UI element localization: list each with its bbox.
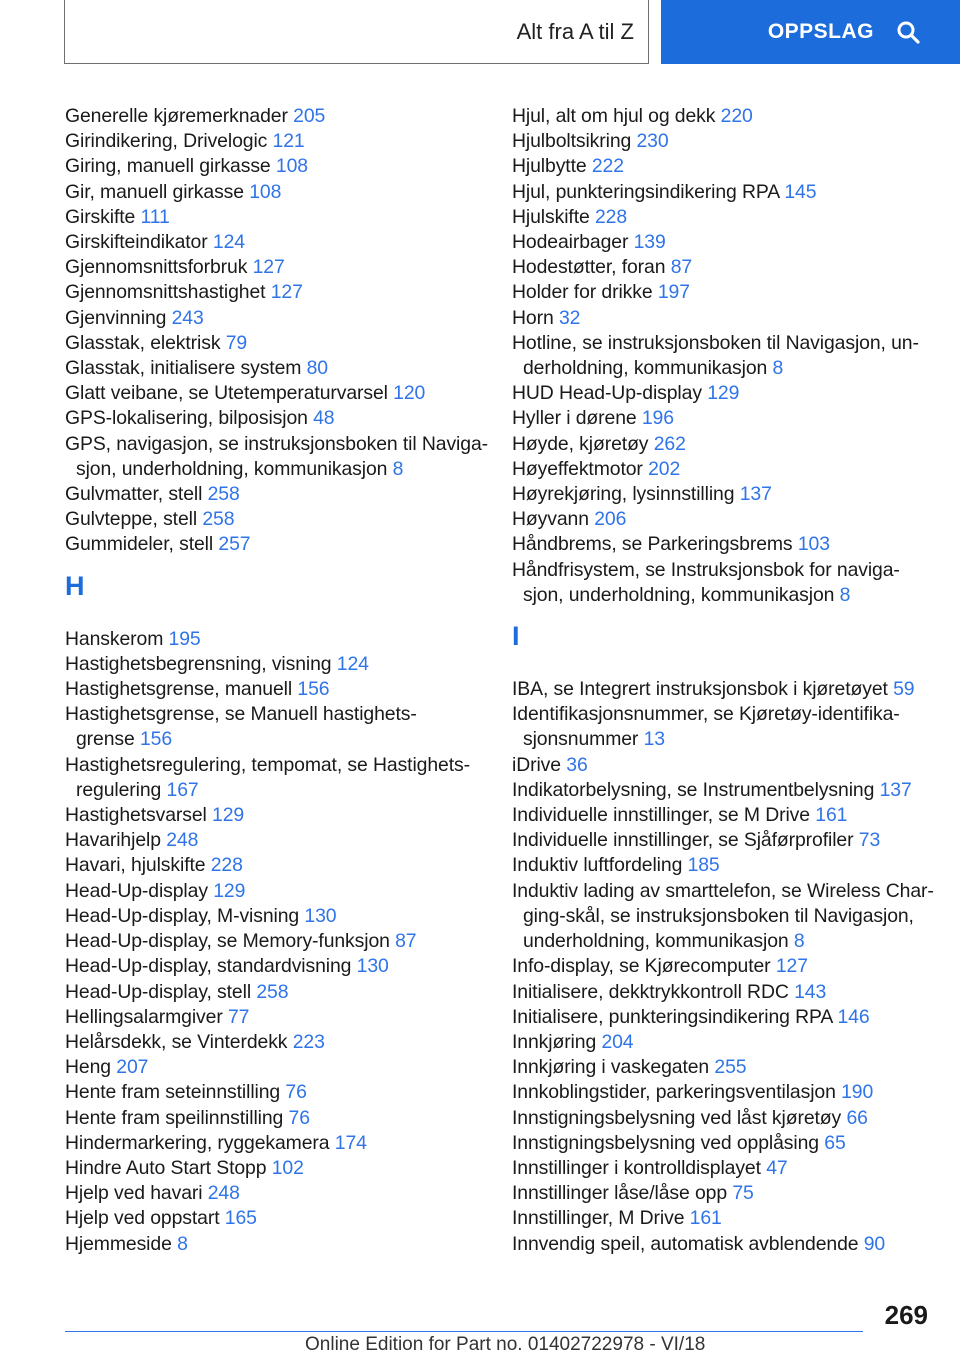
index-entry-text: Initialisere, dekktrykkontroll RDC: [512, 980, 789, 1003]
index-entry: [65, 828, 485, 853]
index-entry-text: Høyeffektmotor: [512, 457, 643, 480]
index-entry: [512, 1106, 932, 1131]
index-entry: [512, 558, 932, 608]
index-entry: [65, 255, 485, 280]
index-page-link[interactable]: 137: [879, 778, 912, 801]
index-entry: [512, 879, 932, 955]
index-entry-text: Giring, manuell girkasse: [65, 155, 271, 178]
index-entry: [512, 331, 932, 381]
index-entry: [512, 532, 932, 557]
index-entry-text: Info-display, se Kjørecomputer: [512, 955, 771, 978]
index-entry-text: sjon, underholdning, kommunikasjon: [523, 583, 835, 606]
index-entry: [65, 1106, 485, 1131]
index-entry-text: Hindre Auto Start Stopp: [65, 1156, 267, 1179]
index-page-link[interactable]: 73: [858, 829, 881, 852]
index-entry: [65, 205, 485, 230]
index-entry-text: Hjulboltsikring: [512, 130, 632, 153]
index-entry: [65, 879, 485, 904]
index-page-link[interactable]: 65: [824, 1131, 846, 1154]
index-entry: [512, 1005, 932, 1030]
edition-footer: Online Edition for Part no. 01402722978 - VI/18: [305, 1334, 706, 1355]
index-entry: [65, 507, 485, 532]
index-page-link[interactable]: 228: [210, 854, 243, 877]
index-page-link[interactable]: 59: [893, 678, 915, 701]
index-page-link[interactable]: 165: [224, 1207, 257, 1230]
index-page-link[interactable]: 108: [275, 155, 308, 178]
index-entry-text: sjon, underholdning, kommunikasjon: [76, 457, 388, 480]
index-entry-text: Girskifte: [65, 205, 136, 228]
index-entry: [512, 432, 932, 457]
index-page-link[interactable]: 243: [171, 306, 204, 329]
index-page-link[interactable]: 248: [207, 1182, 240, 1205]
index-entry: [512, 1156, 932, 1181]
index-entry: [65, 702, 485, 752]
index-entry: [65, 356, 485, 381]
index-entry: [65, 230, 485, 255]
index-entry-text: Innstigningsbelysning ved opplåsing: [512, 1131, 819, 1154]
index-entry: [512, 180, 932, 205]
index-page-link[interactable]: 90: [863, 1232, 886, 1255]
index-entry: [65, 1131, 485, 1156]
index-entry: [65, 180, 485, 205]
index-entry: [65, 280, 485, 305]
index-entry: [65, 331, 485, 356]
index-entry: [512, 828, 932, 853]
index-entry-text: Hjelp ved oppstart: [65, 1207, 220, 1230]
index-page-link[interactable]: 120: [393, 382, 426, 405]
index-page-link[interactable]: 79: [225, 331, 248, 354]
index-page-link[interactable]: 195: [168, 627, 201, 650]
index-entry-text: Innkjøring: [512, 1030, 597, 1053]
index-entry-text: GPS, navigasjon, se instruksjonsboken til Naviga-: [65, 432, 488, 455]
index-page-link[interactable]: 103: [797, 533, 830, 556]
index-entry-text: Gummideler, stell: [65, 533, 214, 556]
index-entry: [512, 306, 932, 331]
index-entry-text: Hjemmeside: [65, 1232, 172, 1255]
index-letter-heading: I: [512, 621, 520, 652]
index-entry-text: Glasstak, elektrisk: [65, 331, 221, 354]
index-entry: [512, 482, 932, 507]
index-entry-text: Gjennomsnittsforbruk: [65, 256, 248, 279]
index-entry: [512, 406, 932, 431]
search-icon: [896, 20, 920, 44]
index-page-link[interactable]: 36: [566, 753, 588, 776]
index-entry: [512, 853, 932, 878]
index-entry-text: Head-Up-display: [65, 879, 208, 902]
index-entry-text: sjonsnummer: [523, 728, 639, 751]
index-entry: [512, 702, 932, 752]
index-entry-text: Girindikering, Drivelogic: [65, 130, 268, 153]
index-entry: [65, 532, 485, 557]
index-entry-text: Innkoblingstider, parkeringsventilasjon: [512, 1081, 836, 1104]
section-title: Alt fra A til Z: [516, 18, 634, 44]
index-page-link[interactable]: 207: [116, 1056, 149, 1079]
index-entry: [512, 230, 932, 255]
index-entry-text: Head-Up-display, standardvisning: [65, 955, 352, 978]
index-entry-text: GPS-lokalisering, bilposisjon: [65, 407, 308, 430]
index-entry-text: Initialisere, punkteringsindikering RPA: [512, 1005, 833, 1028]
index-page-link[interactable]: 248: [166, 829, 199, 852]
index-entry-text: Hente fram speilinnstilling: [65, 1106, 284, 1129]
index-page-link[interactable]: 258: [256, 980, 289, 1003]
index-entry: [65, 104, 485, 129]
index-page-link[interactable]: 197: [657, 281, 690, 304]
index-entry: [512, 129, 932, 154]
index-entry: [65, 853, 485, 878]
index-entry-text: Identifikasjonsnummer, se Kjøretøy-identifika-: [512, 703, 900, 726]
index-entry-text: Hastighetsregulering, tempomat, se Hastighets-: [65, 753, 470, 776]
index-entry: [65, 1181, 485, 1206]
index-entry: [65, 1080, 485, 1105]
index-entry: [65, 954, 485, 979]
index-page-link[interactable]: 139: [633, 231, 666, 254]
index-entry-text: Innstigningsbelysning ved låst kjøretøy: [512, 1106, 842, 1129]
index-entry-text: Helårsdekk, se Vinterdekk: [65, 1030, 288, 1053]
index-page-link[interactable]: 108: [249, 180, 282, 203]
index-page-link[interactable]: 262: [653, 432, 686, 455]
index-page-link[interactable]: 156: [297, 678, 330, 701]
index-entry: [512, 1030, 932, 1055]
index-entry-text: Håndbrems, se Parkeringsbrems: [512, 533, 793, 556]
index-page-link[interactable]: 127: [775, 955, 808, 978]
index-entry: [512, 1055, 932, 1080]
index-entry-text: Gir, manuell girkasse: [65, 180, 244, 203]
index-page-link[interactable]: 206: [594, 508, 627, 531]
index-page-link[interactable]: 76: [288, 1106, 310, 1129]
index-page-link[interactable]: 204: [601, 1030, 634, 1053]
index-entry-text: Hyller i dørene: [512, 407, 637, 430]
index-entry-text: Havari, hjulskifte: [65, 854, 206, 877]
index-page-link[interactable]: 8: [772, 357, 784, 380]
index-page-link[interactable]: 222: [591, 155, 624, 178]
index-page-link[interactable]: 129: [213, 879, 246, 902]
index-entry: [65, 1030, 485, 1055]
index-page-link[interactable]: 161: [689, 1207, 722, 1230]
index-entry-text: Innstillinger, M Drive: [512, 1207, 685, 1230]
section-title-tab[interactable]: [64, 0, 649, 64]
index-entry-text: Head-Up-display, stell: [65, 980, 252, 1003]
index-page-link[interactable]: 8: [839, 583, 851, 606]
index-entry-text: Induktiv lading av smarttelefon, se Wireless Char-: [512, 879, 934, 902]
index-page-link[interactable]: 129: [707, 382, 740, 405]
index-page-link[interactable]: 8: [392, 457, 404, 480]
index-entry-text: Hellingsalarmgiver: [65, 1005, 223, 1028]
index-entry-text: Hastighetsbegrensning, visning: [65, 652, 332, 675]
index-entry-text: Høyde, kjøretøy: [512, 432, 649, 455]
index-page-link[interactable]: 196: [641, 407, 674, 430]
index-entry-text: Glatt veibane, se Utetemperaturvarsel: [65, 382, 388, 405]
index-page-link[interactable]: 76: [285, 1081, 307, 1104]
index-entry-text: Hjul, alt om hjul og dekk: [512, 105, 716, 127]
index-entry-text: Gjennomsnittshastighet: [65, 281, 266, 304]
index-column-right: [512, 104, 932, 1257]
index-page-link[interactable]: 167: [166, 778, 199, 801]
index-page-link[interactable]: 137: [739, 483, 772, 506]
index-entry-text: Hjelp ved havari: [65, 1182, 203, 1205]
index-page-link[interactable]: 190: [841, 1081, 874, 1104]
index-entry-text: Gulvteppe, stell: [65, 508, 198, 531]
index-page-link[interactable]: 145: [784, 180, 817, 203]
index-entry-text: iDrive: [512, 753, 561, 776]
index-page-link[interactable]: 161: [815, 804, 848, 827]
index-page-link[interactable]: 8: [793, 930, 805, 953]
index-entry: [65, 432, 488, 482]
index-page-link[interactable]: 75: [732, 1182, 754, 1205]
index-entry-text: Hjul, punkteringsindikering RPA: [512, 180, 780, 203]
index-entry-text: Indikatorbelysning, se Instrumentbelysning: [512, 778, 875, 801]
index-page-link[interactable]: 124: [212, 231, 245, 254]
index-entry: [65, 904, 485, 929]
index-page-link[interactable]: 156: [140, 728, 173, 751]
index-entry: [512, 954, 932, 979]
index-page-link[interactable]: 80: [306, 357, 328, 380]
index-page-link[interactable]: 223: [292, 1030, 325, 1053]
index-page-link[interactable]: 205: [293, 105, 326, 127]
index-entry-text: Havarihjelp: [65, 829, 161, 852]
index-entry: [65, 1206, 485, 1231]
index-entry-text: Holder for drikke: [512, 281, 653, 304]
footer-divider: [65, 1331, 863, 1332]
index-entry: [512, 1206, 932, 1231]
index-page-link[interactable]: 220: [720, 105, 753, 127]
index-entry-text: Hjulbytte: [512, 155, 587, 178]
index-entry-text: Hodeairbager: [512, 231, 629, 254]
index-entry: [512, 255, 932, 280]
index-page-link[interactable]: 129: [212, 804, 245, 827]
index-entry: [512, 1080, 932, 1105]
index-entry-text: grense: [76, 728, 135, 751]
index-entry-text: HUD Head-Up-display: [512, 382, 702, 405]
index-page-link[interactable]: 13: [643, 728, 665, 751]
index-page-link[interactable]: 127: [252, 256, 285, 279]
index-entry-text: Høyvann: [512, 508, 589, 531]
index-entry-text: Individuelle innstillinger, se Sjåførprofiler: [512, 829, 854, 852]
index-entry: [512, 205, 932, 230]
index-page-link[interactable]: 258: [202, 508, 235, 531]
index-page-link[interactable]: 146: [837, 1005, 870, 1028]
index-page-link[interactable]: 258: [207, 483, 240, 506]
index-page-link[interactable]: 230: [636, 130, 669, 153]
index-entry-text: derholdning, kommunikasjon: [523, 357, 768, 380]
index-page-link[interactable]: 8: [177, 1232, 188, 1255]
index-page-link[interactable]: 111: [140, 205, 170, 228]
index-page-link[interactable]: 47: [766, 1156, 788, 1179]
index-entry: [65, 980, 485, 1005]
index-entry-text: Hastighetsgrense, manuell: [65, 678, 293, 701]
index-entry-text: Hente fram seteinnstilling: [65, 1081, 281, 1104]
index-page-link[interactable]: 127: [270, 281, 303, 304]
index-entry-text: Girskifteindikator: [65, 231, 208, 254]
index-entry: [512, 1131, 932, 1156]
index-entry: [65, 652, 485, 677]
index-entry: [65, 381, 485, 406]
index-page-link[interactable]: 32: [558, 306, 581, 329]
index-entry: [512, 753, 932, 778]
index-entry-text: Håndfrisystem, se Instruksjonsbok for naviga-: [512, 558, 900, 581]
index-entry: [512, 778, 932, 803]
index-entry-text: Head-Up-display, M-visning: [65, 904, 300, 927]
index-entry-text: Hanskerom: [65, 627, 164, 650]
index-entry: [512, 803, 932, 828]
index-entry: [65, 929, 485, 954]
index-page-link[interactable]: 255: [714, 1056, 747, 1079]
index-entry-text: Innvendig speil, automatisk avblendende: [512, 1232, 859, 1255]
index-entry: [512, 154, 932, 179]
index-entry-text: Innstillinger i kontrolldisplayet: [512, 1156, 761, 1179]
index-entry-text: underholdning, kommunikasjon: [523, 930, 789, 953]
index-page-link[interactable]: 77: [228, 1005, 250, 1028]
index-page-link[interactable]: 130: [356, 955, 389, 978]
index-entry: [65, 1232, 485, 1257]
index-entry-text: Innstillinger låse/låse opp: [512, 1182, 728, 1205]
index-entry: [65, 1055, 485, 1080]
index-entry-text: Innkjøring i vaskegaten: [512, 1056, 710, 1079]
index-entry: [65, 406, 485, 431]
index-page-link[interactable]: 130: [304, 904, 337, 927]
index-page-link[interactable]: 124: [336, 652, 369, 675]
index-entry-text: Head-Up-display, se Memory-funksjon: [65, 930, 390, 953]
index-entry: [65, 753, 485, 803]
index-column-left: [65, 104, 488, 1257]
index-entry-text: Induktiv luftfordeling: [512, 854, 683, 877]
index-page-link[interactable]: 143: [794, 980, 827, 1003]
index-entry-text: Hodestøtter, foran: [512, 256, 666, 279]
index-entry-text: IBA, se Integrert instruksjonsbok i kjøretøyet: [512, 678, 888, 701]
index-entry-text: Gulvmatter, stell: [65, 483, 203, 506]
index-entry-text: Hastighetsgrense, se Manuell hastighets-: [65, 703, 417, 726]
index-page-link[interactable]: 87: [395, 930, 417, 953]
index-entry: [512, 1181, 932, 1206]
index-entry-text: Individuelle innstillinger, se M Drive: [512, 804, 810, 827]
index-entry: [512, 1232, 932, 1257]
index-page-link[interactable]: 48: [313, 407, 335, 430]
index-page-link[interactable]: 202: [648, 457, 681, 480]
index-page-link[interactable]: 66: [846, 1106, 868, 1129]
index-page-link[interactable]: 121: [272, 130, 305, 153]
index-entry: [65, 129, 485, 154]
index-page-link[interactable]: 87: [670, 256, 693, 279]
index-entry: [512, 457, 932, 482]
index-entry-text: Høyrekjøring, lysinnstilling: [512, 483, 735, 506]
index-entry-text: ging-skål, se instruksjonsboken til Navigasjon,: [523, 904, 914, 927]
index-entry: [65, 1156, 485, 1181]
index-entry: [512, 980, 932, 1005]
index-entry: [65, 1005, 485, 1030]
index-entry-text: Hjulskifte: [512, 205, 590, 228]
index-entry: [65, 803, 485, 828]
index-page-link[interactable]: 228: [594, 205, 628, 228]
index-page-link[interactable]: 174: [334, 1131, 367, 1154]
index-entry: [512, 104, 932, 129]
index-page-link[interactable]: 257: [218, 533, 251, 556]
index-entry-text: Gjenvinning: [65, 306, 167, 329]
index-letter-heading: H: [65, 570, 85, 601]
index-entry-text: Horn: [512, 306, 554, 329]
index-entry: [512, 381, 932, 406]
index-entry: [512, 677, 932, 702]
index-entry: [65, 306, 485, 331]
index-entry: [65, 154, 485, 179]
index-entry-text: Hastighetsvarsel: [65, 804, 207, 827]
lookup-tab[interactable]: [661, 0, 960, 64]
index-entry: [512, 280, 932, 305]
index-page-link[interactable]: 102: [271, 1156, 304, 1179]
index-entry: [65, 677, 485, 702]
index-page-link[interactable]: 185: [687, 854, 720, 877]
index-entry-text: Glasstak, initialisere system: [65, 357, 302, 380]
index-entry-text: Generelle kjøremerknader: [65, 105, 288, 127]
index-entry: [65, 482, 485, 507]
index-entry-text: Hotline, se instruksjonsboken til Navigasjon, un-: [512, 331, 919, 354]
index-entry: [65, 627, 485, 652]
index-entry: [512, 507, 932, 532]
lookup-tab-label: OPPSLAG: [767, 20, 874, 43]
index-entry-text: regulering: [76, 778, 162, 801]
index-entry-text: Heng: [65, 1056, 111, 1079]
page-number: 269: [884, 1300, 928, 1330]
index-entry-text: Hindermarkering, ryggekamera: [65, 1131, 330, 1154]
